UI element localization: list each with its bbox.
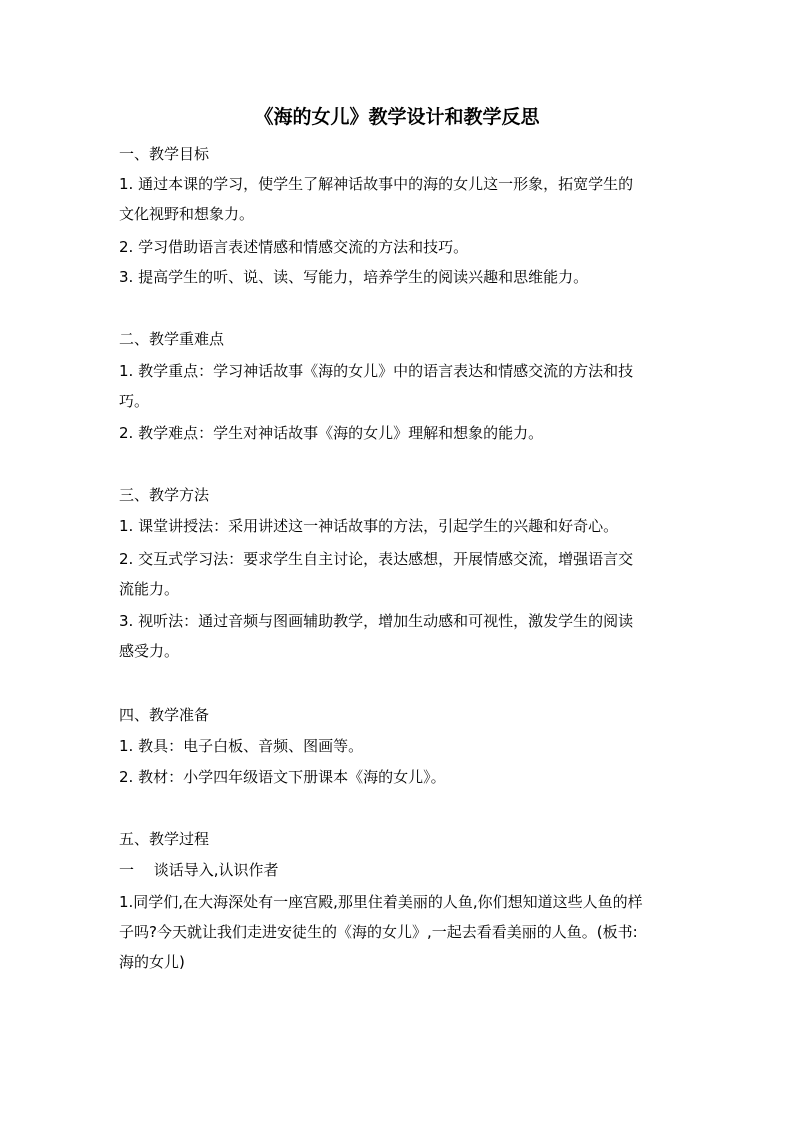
paragraph-line: 1. 课堂讲授法：采用讲述这一神话故事的方法，引起学生的兴趣和好奇心。 [119, 517, 619, 535]
section-heading-objectives: 一、教学目标 [119, 145, 210, 163]
paragraph-line: 感受力。 [119, 642, 180, 660]
document-title: 《海的女儿》教学设计和教学反思 [254, 106, 540, 128]
paragraph-line: 2. 教学难点：学生对神话故事《海的女儿》理解和想象的能力。 [119, 424, 544, 442]
section-heading-preparation: 四、教学准备 [119, 706, 210, 724]
paragraph-line: 巧。 [119, 392, 150, 410]
subheading-line: 一 谈话导入,认识作者 [119, 861, 279, 879]
paragraph-line: 流能力。 [119, 580, 180, 598]
paragraph-line: 2. 学习借助语言表述情感和情感交流的方法和技巧。 [119, 238, 469, 256]
section-heading-methods: 三、教学方法 [119, 486, 210, 504]
paragraph-line: 2. 教材：小学四年级语文下册课本《海的女儿》。 [119, 768, 446, 786]
section-heading-process: 五、教学过程 [119, 830, 210, 848]
paragraph-line: 1.同学们,在大海深处有一座宫殿,那里住着美丽的人鱼,你们想知道这些人鱼的样 [119, 893, 643, 911]
paragraph-line: 海的女儿) [119, 953, 185, 971]
paragraph-line: 2. 交互式学习法：要求学生自主讨论，表达感想，开展情感交流，增强语言交 [119, 550, 634, 568]
paragraph-line: 3. 提高学生的听、说、读、写能力，培养学生的阅读兴趣和思维能力。 [119, 268, 589, 286]
paragraph-line: 1. 教学重点：学习神话故事《海的女儿》中的语言表达和情感交流的方法和技 [119, 362, 634, 380]
paragraph-line: 3. 视听法：通过音频与图画辅助教学，增加生动感和可视性，激发学生的阅读 [119, 612, 634, 630]
paragraph-line: 1. 教具：电子白板、音频、图画等。 [119, 737, 364, 755]
section-heading-key-points: 二、教学重难点 [119, 330, 225, 348]
paragraph-line: 文化视野和想象力。 [119, 205, 255, 223]
paragraph-line: 子吗?今天就让我们走进安徒生的《海的女儿》,一起去看看美丽的人鱼。(板书: [119, 923, 638, 941]
paragraph-line: 1. 通过本课的学习，使学生了解神话故事中的海的女儿这一形象，拓宽学生的 [119, 175, 634, 193]
